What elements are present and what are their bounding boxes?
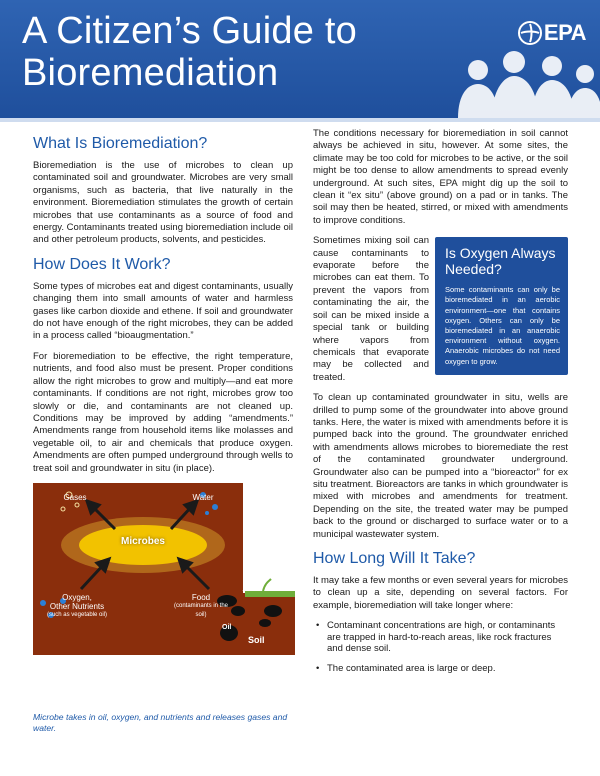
oxygen-box-text: Some contaminants can only be bioremediated in an aerobic environment—one that contains oxygen. Others can only be bioremediated in an anaerobic environment without oxygen. Anaerobic microbes do not need oxygen to grow. (445, 285, 560, 366)
grass-strip (245, 591, 295, 597)
epa-logo-text: EPA (543, 20, 586, 45)
oxygen-box-heading: Is Oxygen Always Needed? (445, 245, 556, 278)
people-silhouette-icon (450, 44, 600, 118)
diagram-oxygen-text: Oxygen, (62, 592, 92, 602)
header-banner (0, 0, 600, 118)
diagram-food-text: Food (191, 592, 211, 602)
epa-flower-icon (518, 21, 542, 45)
diagram-oil-label: Oil (222, 623, 232, 631)
diagram-gases-label: Gases (63, 492, 87, 502)
left-column (33, 130, 293, 655)
right-paragraph-1: The conditions necessary for bioremediation in soil cannot always be achieved in situ, however. At some sites, the climate may be too cold for microbes to be active, or the soil might be too dense to allow amendments to spread evenly underground. At such sites, EPA might dig up the soil to clean it “ex situ” (above ground) on a pad or in tanks. The soil may then be heated, stirred, or mixed with amendments to improve conditions. (313, 128, 568, 226)
title-line-2: Bioremediation (22, 52, 279, 94)
diagram-caption: Microbe takes in oil, oxygen, and nutrients and releases gases and water. (33, 712, 288, 733)
diagram-nutrients-sub: (such as vegetable oil) (46, 611, 108, 618)
title-line-1: A Citizen’s Guide to (22, 10, 357, 52)
what-is-paragraph: Bioremediation is the use of microbes to clean up contaminated soil and groundwater. Microbes are very small organisms, such as bacteria, that live naturally in the environment. Bioremediation stimulates the growth of certain microbes that use contaminants as a source of food and energy. Contaminants treated using bioremediation include oil and other petroleum products, solvents, and pesticides. (33, 160, 293, 246)
diagram-soil-label: Soil (248, 634, 265, 645)
heading-how-does-it-work: How Does It Work? (33, 255, 171, 273)
diagram-food-sub: (contaminants in the soil) (173, 602, 229, 618)
epa-logo (518, 20, 586, 46)
right-column (313, 128, 568, 684)
bioremediation-diagram (33, 483, 295, 655)
heading-what-is: What Is Bioremediation? (33, 135, 208, 152)
diagram-illustration (33, 483, 295, 655)
how-paragraph-2: For bioremediation to be effective, the right temperature, nutrients, and food also must be present. Proper conditions allow the right microbes to grow and multiply—and eat more contaminants. If conditions are not right, microbes grow too slowly or die, and contaminants are not cleaned up. Conditions may be improved by adding “amendments.” Amendments range from household items like molasses and vegetable oil, to air and chemicals that produce oxygen. Amendments are often pumped underground through wells to treat soil and groundwater in situ (in place). (33, 350, 293, 474)
diagram-food-label (169, 593, 233, 620)
right-paragraph-2: Sometimes mixing soil can cause contaminants to evaporate before the microbes can eat them. To prevent the vapors from contaminating the air, the soil can be mixed inside a special tank or building where vapors from chemicals that evaporate may be collected and treated. (313, 235, 429, 383)
right-paragraph-3: To clean up contaminated groundwater in situ, wells are drilled to pump some of the groundwater into above ground tanks. Here, the water is mixed with amendments before it is pumped back into the ground. The groundwater enriched with amendments allows microbes to bioremediate the rest of the contaminated groundwater underground. Groundwater also can be pumped into a “bioreactor” for ex situ treatment. Bioreactors are tanks in which groundwater is mixed with microbes and amendments for treatment. Depending on the site, the treated water may be pumped back to the ground or discharged to surface water or to a municipal wastewater system. (313, 392, 568, 540)
diagram-oxygen-label (37, 593, 117, 620)
how-paragraph-1: Some types of microbes eat and digest contaminants, usually changing them into small amounts of water and harmless gases like carbon dioxide and ethene. If soil and groundwater do not have enough of the right microbes, they can be added in a process called “bioaugmentation.” (33, 280, 293, 342)
header-divider (0, 118, 600, 122)
diagram-microbes-label: Microbes (121, 535, 165, 547)
oxygen-sidebar-box (435, 237, 568, 375)
list-item: • The contaminated area is large or deep. (313, 663, 568, 674)
list-item: • Contaminant concentrations are high, or contaminants are trapped in hard-to-reach areas, like rock fractures and dense soil. (313, 620, 568, 654)
diagram-water-label: Water (192, 492, 214, 502)
how-long-paragraph: It may take a few months or even several years for microbes to clean up a site, depending on several factors. For example, bioremediation will take longer where: (313, 575, 568, 611)
oxygen-wrap (313, 235, 568, 392)
diagram-other-nutrients-text: Other Nutrients (49, 601, 105, 611)
heading-how-long: How Long Will It Take? (313, 550, 476, 567)
how-long-bullets (313, 620, 568, 675)
page-title (22, 10, 357, 94)
